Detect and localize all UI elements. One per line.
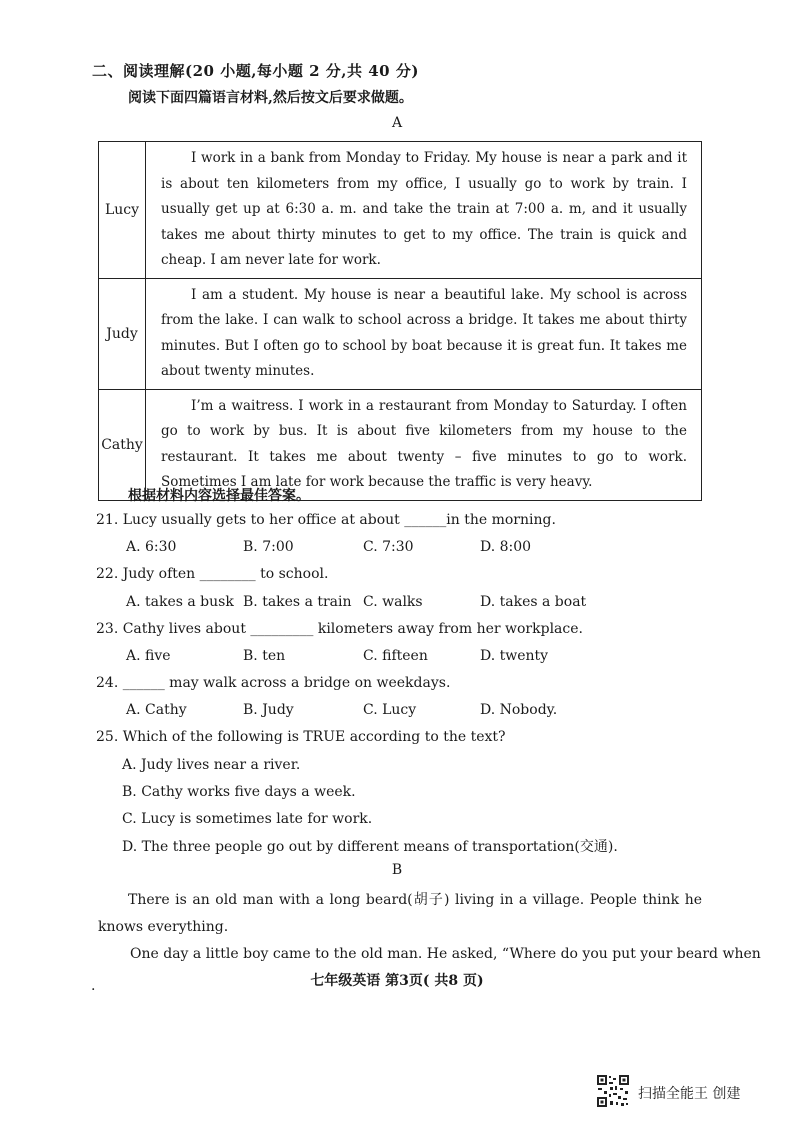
question-stem: 23. Cathy lives about _________ kilometers away from her workplace. [96,621,583,637]
option-b: B. 7:00 [243,539,294,555]
option-a: A. five [126,648,171,664]
qr-code-icon [596,1074,630,1108]
question-stem: 22. Judy often ________ to school. [96,566,329,582]
question-options [126,648,686,668]
passage-b-paragraph: There is an old man with a long beard(胡子) living in a village. People think he knows everything. [98,892,702,935]
option-a: A. Judy lives near a river. [122,757,301,773]
scanner-watermark: 扫描全能王 创建 [638,1086,741,1102]
row-name-judy: Judy [99,278,146,389]
passage-b-letter: B [391,862,403,878]
option-d: D. twenty [480,648,549,664]
section-title: 二、阅读理解(20 小题,每小题 2 分,共 40 分) [92,62,419,80]
option-c: C. Lucy [363,702,417,718]
page-footer: 七年级英语 第3页( 共8 页) [310,973,484,989]
option-d: D. takes a boat [480,594,587,610]
option-b: B. Cathy works five days a week. [122,784,356,800]
question-stem: 25. Which of the following is TRUE according to the text? [96,729,506,745]
row-name-lucy: Lucy [99,142,146,279]
option-d: D. The three people go out by different means of transportation(交通). [122,839,618,855]
option-c: C. walks [363,594,423,610]
question-stem: 21. Lucy usually gets to her office at about ______in the morning. [96,512,556,528]
row-text-judy: I am a student. My house is near a beautiful lake. My school is across from the lake. I can walk to school across a bridge. It takes me about thirty minutes. But I often go to school by boat because it is great fun. It takes me about twenty minutes. [146,278,702,389]
question-stem: 24. ______ may walk across a bridge on weekdays. [96,675,451,691]
row-name-cathy: Cathy [99,389,146,500]
table-row [99,142,702,279]
option-a: A. 6:30 [126,539,177,555]
option-a: A. Cathy [126,702,187,718]
option-b: B. Judy [243,702,294,718]
option-c: C. Lucy is sometimes late for work. [122,811,373,827]
option-b: B. takes a train [243,594,352,610]
row-text-lucy: I work in a bank from Monday to Friday. My house is near a park and it is about ten kilometers from my office, I usually go to work by train. I usually get up at 6:30 a. m. and take the train at 7:00 a. m, and it usually takes me about thirty minutes to get to my office. The train is quick and cheap. I am never late for work. [146,142,702,279]
question-options [126,594,686,614]
passage-a-letter: A [391,115,403,131]
option-c: C. 7:30 [363,539,414,555]
table-row [99,389,702,500]
passage-a-table [98,141,702,501]
passage-b-paragraph: One day a little boy came to the old man. He asked, “Where do you put your beard when [130,946,761,962]
table-row [99,278,702,389]
section-instruction: 阅读下面四篇语言材料,然后按文后要求做题。 [128,90,413,106]
sub-instruction: 根据材料内容选择最佳答案。 [128,488,310,504]
question-options [126,539,686,559]
row-text-cathy: I’m a waitress. I work in a restaurant from Monday to Saturday. I often go to work by bus. It is about five kilometers from my house to the restaurant. It takes me about twenty – five minutes to go to work. Sometimes I am late for work because the traffic is very heavy. [146,389,702,500]
question-options [126,702,686,722]
option-d: D. Nobody. [480,702,558,718]
option-c: C. fifteen [363,648,428,664]
option-d: D. 8:00 [480,539,532,555]
option-b: B. ten [243,648,286,664]
margin-dot: . [91,978,96,994]
option-a: A. takes a busk [126,594,234,610]
